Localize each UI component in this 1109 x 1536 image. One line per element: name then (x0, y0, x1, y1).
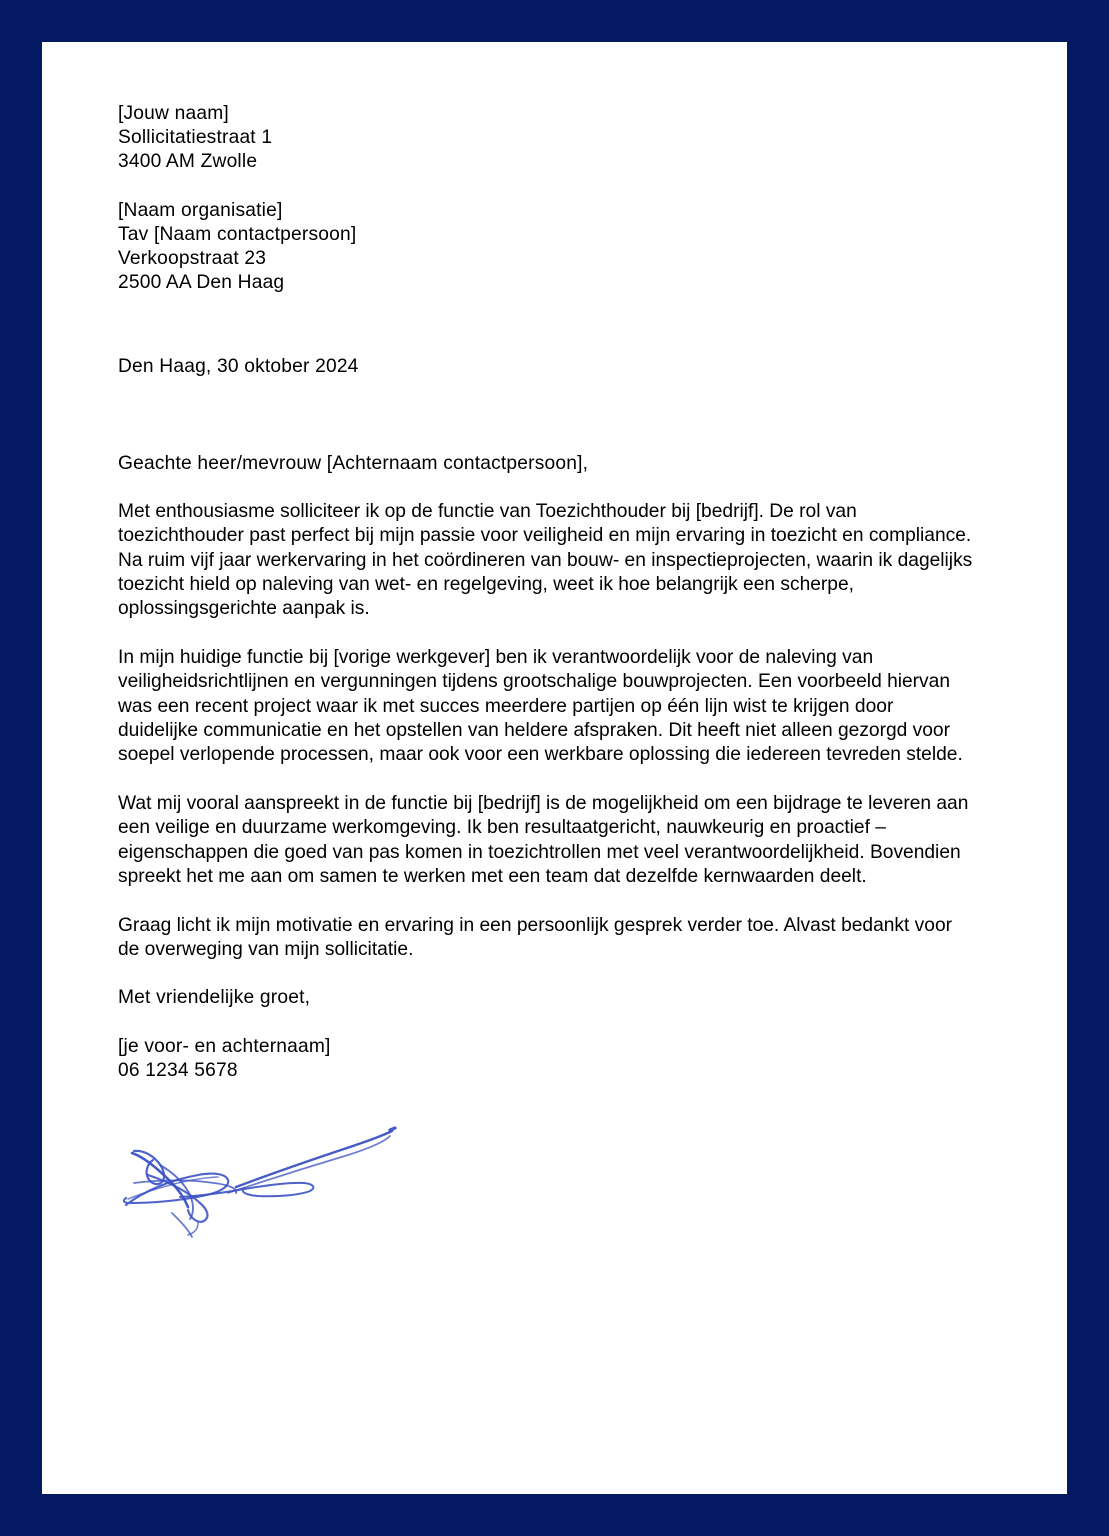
spacer-before-body (118, 476, 978, 500)
sender-city: 3400 AM Zwolle (118, 151, 258, 173)
body-paragraph-4: Graag licht ik mijn motivatie en ervaring in een persoonlijk gesprek verder toe. Alvast bedankt voor de overweging van mijn sollicitatie. (118, 914, 953, 960)
body-paragraph-2: In mijn huidige functie bij [vorige werkgever] ben ik verantwoordelijk voor de naleving van veiligheidsrichtlijnen en vergunningen tijdens grootschalige bouwprojecten. Een voorbeeld hiervan was een recent project waar ik met succes meerdere partijen op één lijn wist te krijgen door duidelijke communicatie en het opstellen van heldere afspraken. Dit heeft niet alleen gezorgd voor soepel verlopende processen, maar ook voor een werkbare oplossing die iedereen tevreden stelde. (118, 646, 963, 766)
recipient-address-block (118, 199, 978, 296)
sender-address-block (118, 102, 978, 175)
letter-content (118, 102, 978, 1247)
recipient-attention: Tav [Naam contactpersoon] (118, 223, 357, 245)
letter-page (42, 42, 1067, 1494)
sender-street: Sollicitatiestraat 1 (118, 127, 273, 149)
closing-greeting: Met vriendelijke groet, (118, 987, 311, 1009)
body-paragraph-3: Wat mij vooral aanspreekt in de functie bij [bedrijf] is de mogelijkheid om een bijdrage te leveren aan een veilige en duurzame werkomgeving. Ik ben resultaatgericht, nauwkeurig en proactief – eigenschappen die goed van pas komen in toezichtrollen met veel verantwoordelijkheid. Bovendien spreekt het me aan om samen te werken met een team dat dezelfde kernwaarden deelt. (118, 792, 969, 888)
recipient-city: 2500 AA Den Haag (118, 272, 285, 294)
signer-phone: 06 1234 5678 (118, 1059, 238, 1081)
salutation: Geachte heer/mevrouw [Achternaam contactpersoon], (118, 452, 589, 474)
sender-name: [Jouw naam] (118, 103, 229, 124)
spacer-paragraph-3 (118, 890, 978, 914)
spacer-paragraph-1 (118, 622, 978, 646)
dateline: Den Haag, 30 oktober 2024 (118, 356, 359, 378)
handwritten-signature (118, 1117, 448, 1247)
spacer-before-dateline (118, 295, 978, 355)
recipient-street: Verkoopstraat 23 (118, 248, 267, 270)
recipient-organisation: [Naam organisatie] (118, 199, 283, 221)
signer-name: [je voor- en achternaam] (118, 1035, 331, 1057)
spacer-after-sender (118, 175, 978, 199)
spacer-before-closing (118, 962, 978, 986)
spacer-paragraph-2 (118, 768, 978, 792)
spacer-before-signature-name (118, 1011, 978, 1035)
signature-block (118, 1035, 978, 1083)
spacer-before-salutation (118, 380, 978, 452)
signature-ink-icon (118, 1117, 448, 1247)
body-paragraph-1: Met enthousiasme solliciteer ik op de functie van Toezichthouder bij [bedrijf]. De rol van toezichthouder past perfect bij mijn passie voor veiligheid en mijn ervaring in toezicht en compliance. Na ruim vijf jaar werkervaring in het coördineren van bouw- en inspectieprojecten, waarin ik dagelijks toezicht hield op naleving van wet- en regelgeving, weet ik hoe belangrijk een scherpe, oplossingsgerichte aanpak is. (118, 500, 973, 620)
